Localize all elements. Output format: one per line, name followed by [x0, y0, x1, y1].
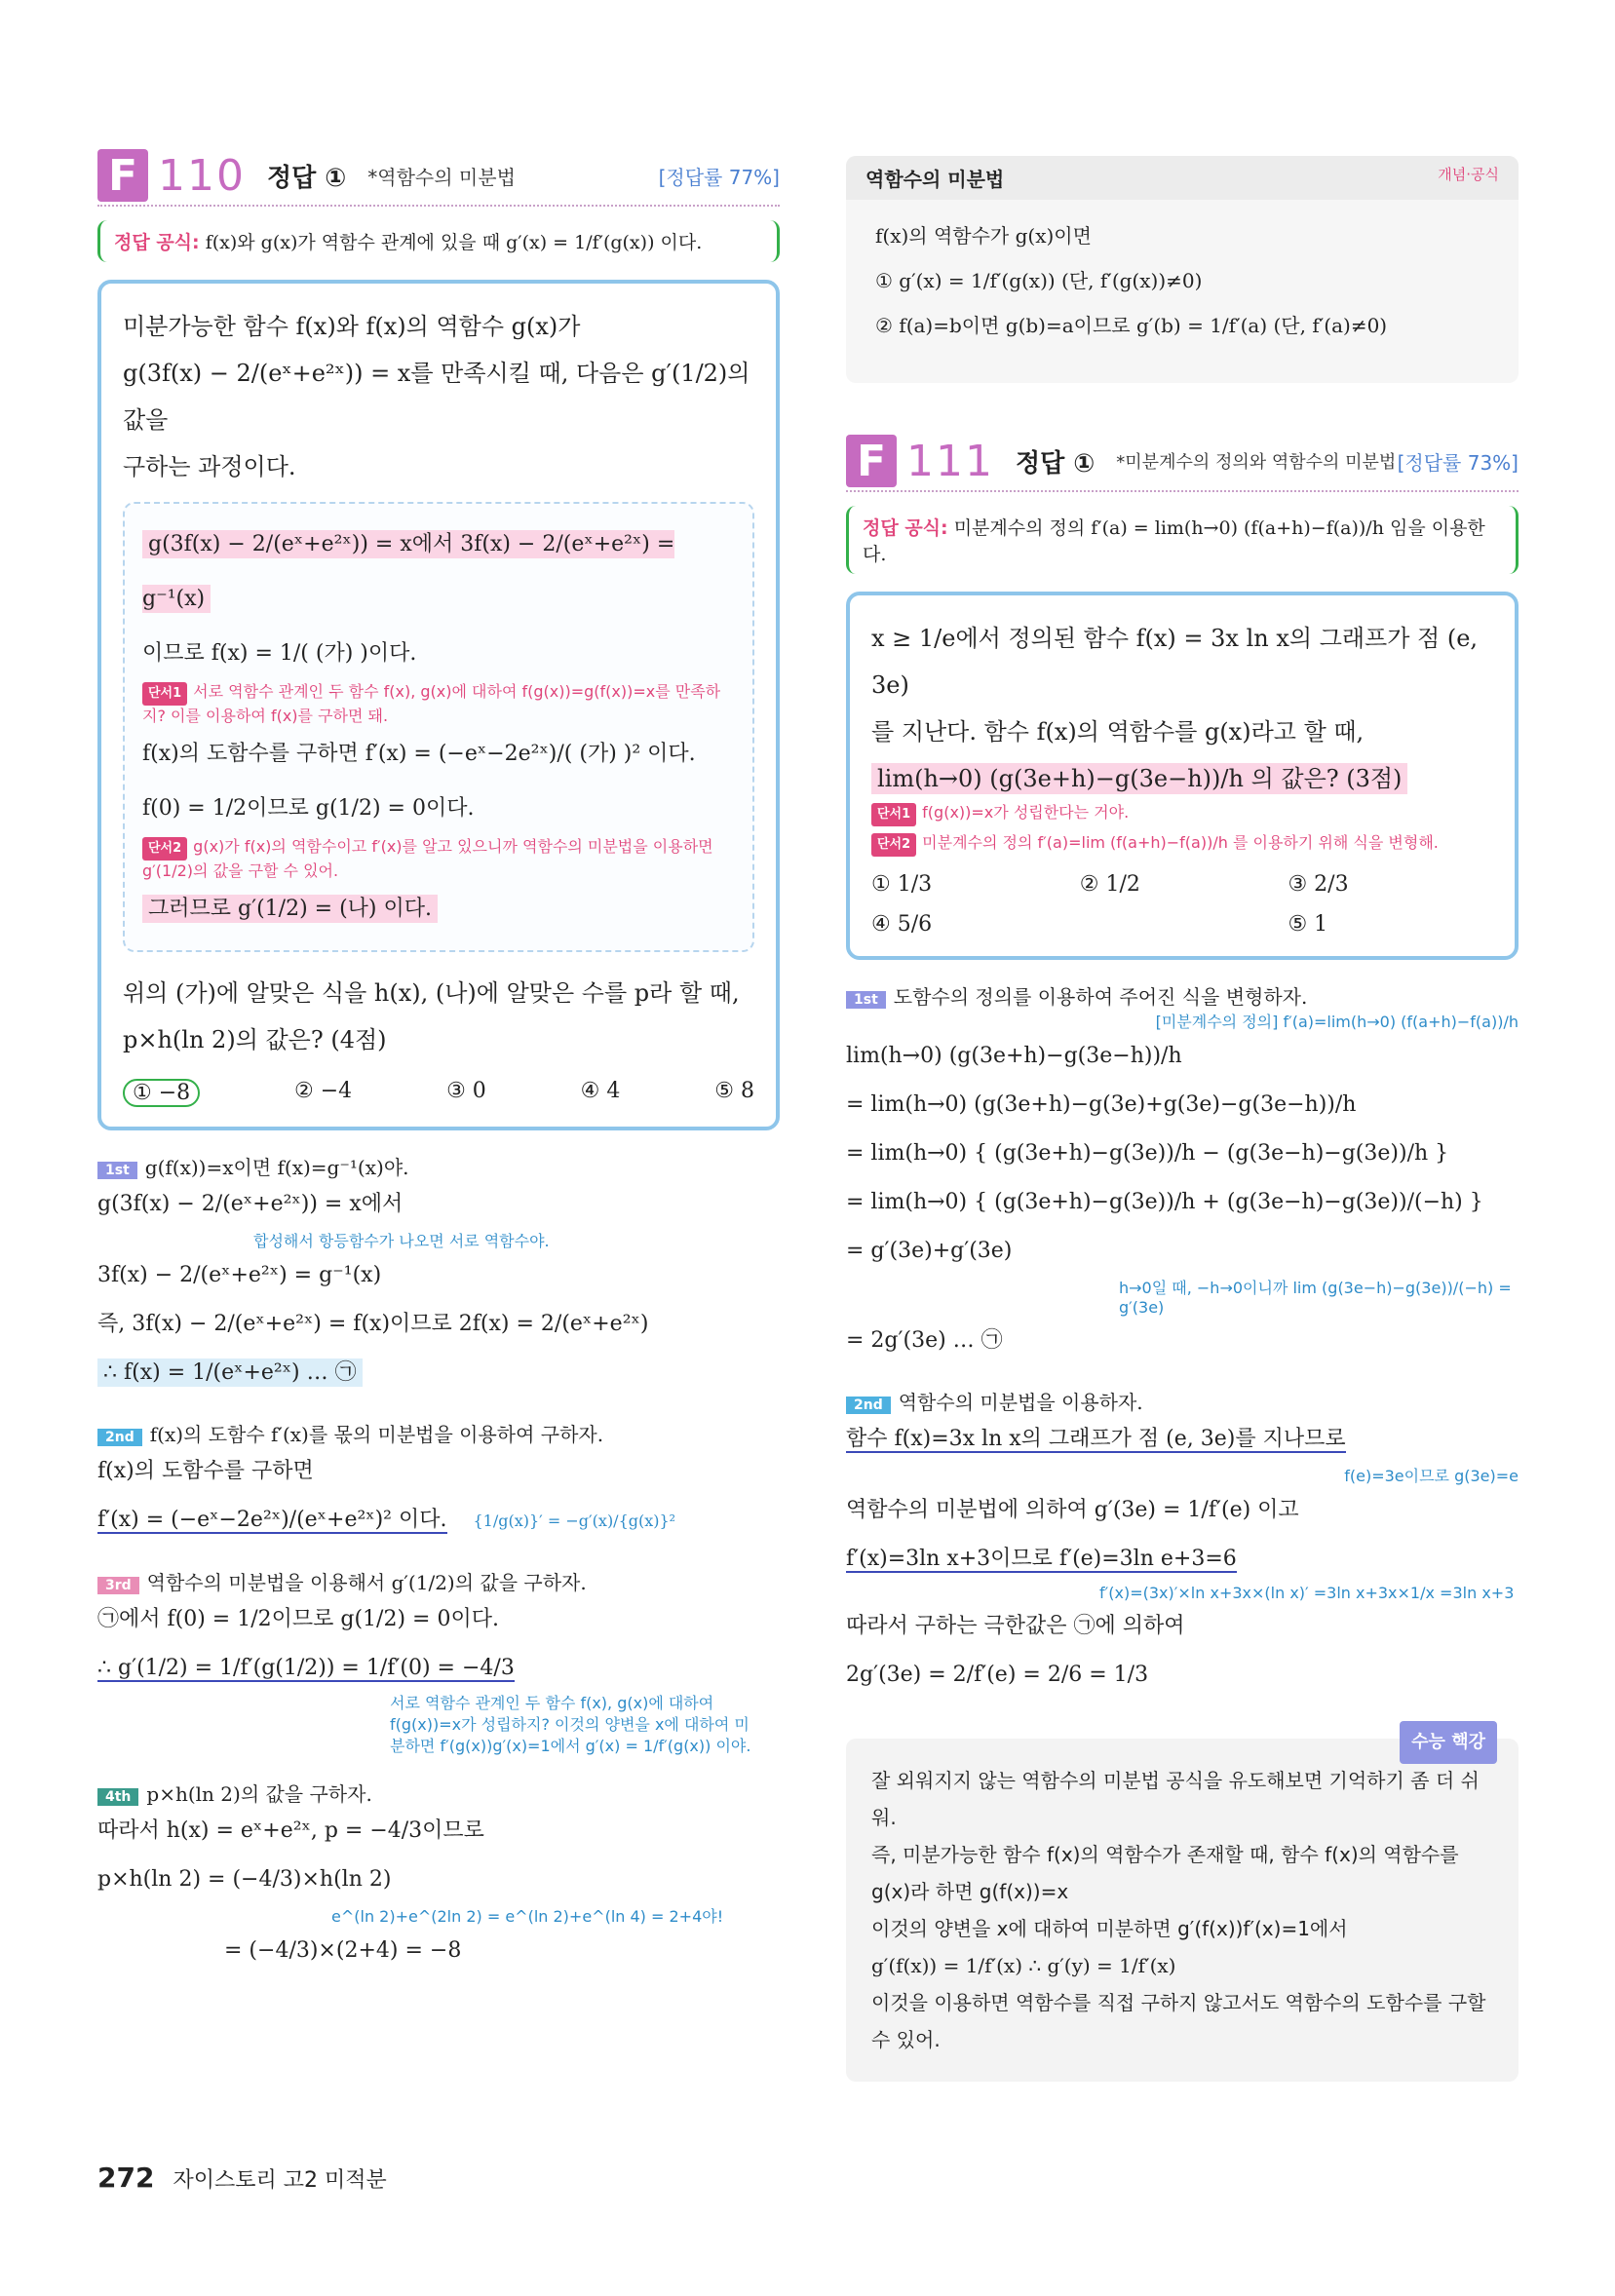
solution-line: 즉, 3f(x) − 2/(eˣ+e²ˣ) = f(x)이므로 2f(x) = 2/(eˣ+e²ˣ) — [97, 1312, 649, 1336]
side-note: {1/g(x)}′ = −g′(x)/{g(x)}² — [473, 1512, 676, 1530]
solution-line: = g′(3e)+g′(3e) — [846, 1239, 1013, 1263]
answer-label: 정답 ① — [1015, 448, 1096, 478]
concept-line: ① g′(x) = 1/f′(g(x)) (단, f′(g(x))≠0) — [875, 269, 1203, 292]
exam-tip-line: 즉, 미분가능한 함수 f(x)의 역함수가 존재할 때, 함수 f(x)의 역함수를 — [871, 1843, 1459, 1866]
solution-step-1 — [846, 981, 1519, 1010]
problem-110-header — [97, 146, 780, 207]
step-title: 역함수의 미분법을 이용하자. — [898, 1391, 1143, 1414]
choice-4[interactable]: ④ 4 — [580, 1079, 621, 1103]
question-line — [871, 755, 1493, 802]
left-column — [97, 146, 780, 1975]
clue-note — [142, 836, 735, 882]
answer-choices — [871, 872, 1493, 937]
process-row-text: 그러므로 g′(1/2) = (나) 이다. — [142, 895, 438, 923]
side-note: 합성해서 항등함수가 나오면 서로 역함수야. — [253, 1232, 550, 1250]
clue-text: 미분계수의 정의 f′(a)=lim (f(a+h)−f(a))/h 를 이용하기 위해 식을 변형해. — [922, 833, 1439, 852]
solution-step-2 — [846, 1387, 1519, 1415]
choice-1[interactable]: ① 1/3 — [871, 872, 933, 897]
page-number: 272 — [97, 2162, 155, 2194]
solution-line-text: f′(x)=3ln x+3이므로 f′(e)=3ln e+3=6 — [846, 1547, 1237, 1571]
concept-title: 역함수의 미분법 — [865, 168, 1005, 191]
step-title: 도함수의 정의를 이용하여 주어진 식을 변형하자. — [893, 985, 1308, 1009]
process-row: f(0) = 1/2이므로 g(1/2) = 0이다. — [142, 796, 475, 821]
solution-line: f(x)의 도함수를 구하면 — [97, 1459, 314, 1483]
question-ask: 위의 (가)에 알맞은 식을 h(x), (나)에 알맞은 수를 p라 할 때, — [123, 979, 740, 1007]
choice-5[interactable]: ⑤ 8 — [714, 1079, 754, 1103]
solution-line-text: ∴ g′(1/2) = 1/f′(g(1/2)) = 1/f′(0) = −4/3 — [97, 1656, 515, 1680]
question-line-text: 를 지난다. 함수 f(x)의 역함수를 g(x)라고 할 때, — [871, 718, 1365, 746]
solution-line: 따라서 구하는 극한값은 ㉠에 의하여 — [846, 1614, 1185, 1638]
section-badge: F — [97, 149, 148, 202]
question-box — [97, 280, 780, 1130]
concept-box — [846, 156, 1519, 383]
step-badge: 4th — [97, 1788, 138, 1806]
process-row: 이므로 f(x) = 1/( (가) )이다. — [142, 641, 417, 666]
question-line: 구하는 과정이다. — [123, 453, 296, 480]
solution-line: = lim(h→0) { (g(3e+h)−g(3e))/h + (g(3e−h)−g(3e))/(−h) } — [846, 1190, 1483, 1214]
answer-choices — [123, 1079, 754, 1107]
solution-line-text: f′(x) = (−eˣ−2e²ˣ)/(eˣ+e²ˣ)² 이다. — [97, 1508, 447, 1532]
concept-sub: 개념·공식 — [1438, 166, 1499, 183]
solution-line: p×h(ln 2) = (−4/3)×h(ln 2) — [97, 1867, 392, 1892]
answer-formula — [97, 220, 780, 262]
exam-tip-line: 수 있어. — [871, 2028, 941, 2051]
concept-line: f(x)의 역함수가 g(x)이면 — [875, 224, 1092, 248]
concept-line: ② f(a)=b이면 g(b)=a이므로 g′(b) = 1/f′(a) (단, f′(a)≠0) — [875, 314, 1388, 337]
clue-text: f(g(x))=x가 성립한다는 거야. — [922, 803, 1130, 822]
answer-formula — [846, 506, 1519, 574]
side-note: 서로 역함수 관계인 두 함수 f(x), g(x)에 대하여 f(g(x))=x가 성립하지? 이것의 양변을 x에 대하여 미분하면 f′(g(x))g′(x)=1에서 g′(x) = 1/f′(g(x)) 이야. — [390, 1694, 751, 1755]
question-box — [846, 592, 1519, 960]
question-line: 미분가능한 함수 f(x)와 f(x)의 역함수 g(x)가 — [123, 313, 581, 340]
step-badge: 1st — [846, 991, 886, 1009]
correct-rate: [정답률 77%] — [658, 165, 780, 189]
exam-tip-tag: 수능 핵강 — [1400, 1721, 1497, 1764]
problem-111-header — [846, 432, 1519, 492]
solution-line: = 2g′(3e) … ㉠ — [846, 1328, 1003, 1353]
formula-label: 정답 공식: — [863, 517, 948, 539]
solution-step-3 — [97, 1567, 780, 1595]
solution-line: 따라서 h(x) = eˣ+e²ˣ, p = −4/3이므로 — [97, 1818, 484, 1843]
side-note: [미분계수의 정의] f′(a)=lim(h→0) (f(a+h)−f(a))/h — [1155, 1013, 1519, 1031]
choice-1[interactable]: ① −8 — [123, 1079, 200, 1107]
solution-line: 역함수의 미분법에 의하여 g′(3e) = 1/f′(e) 이고 — [846, 1498, 1299, 1522]
solution-line — [97, 1496, 780, 1546]
question-line-text: lim(h→0) (g(3e+h)−g(3e−h))/h 의 값은? (3점) — [871, 763, 1407, 794]
exam-tip-line: 이것을 이용하면 역함수를 직접 구하지 않고서도 역함수의 도함수를 구할 — [871, 1991, 1486, 2014]
question-line: x ≥ 1/e에서 정의된 함수 f(x) = 3x ln x의 그래프가 점 (e, 3e) — [871, 625, 1479, 699]
solution-step-2 — [97, 1419, 780, 1447]
clue-tag: 단서2 — [871, 833, 916, 857]
clue-tag: 단서1 — [871, 803, 916, 826]
right-column — [846, 156, 1519, 2082]
proof-process-box — [123, 502, 754, 952]
solution-line — [846, 1415, 1519, 1464]
solution-line: 2g′(3e) = 2/f′(e) = 2/6 = 1/3 — [846, 1663, 1149, 1687]
solution-step-4 — [97, 1779, 780, 1807]
formula-label: 정답 공식: — [114, 232, 200, 253]
solution-line: lim(h→0) (g(3e+h)−g(3e−h))/h — [846, 1044, 1182, 1068]
topic-text: *역함수의 미분법 — [367, 165, 516, 189]
clue-note — [142, 681, 735, 727]
topic — [367, 162, 658, 190]
side-note: h→0일 때, −h→0이니까 lim (g(3e−h)−g(3e))/(−h) = g′(3e) — [1119, 1279, 1512, 1317]
solution-line: ㉠에서 f(0) = 1/2이므로 g(1/2) = 0이다. — [97, 1607, 499, 1631]
formula-text: f(x)와 g(x)가 역함수 관계에 있을 때 g′(x) = 1/f′(g(x)) 이다. — [205, 232, 703, 253]
clue-tag: 단서1 — [142, 682, 187, 706]
correct-rate: [정답률 73%] — [1397, 450, 1519, 475]
topic: *미분계수의 정의와 역함수의 미분법 — [1116, 452, 1397, 473]
exam-tip-line: 잘 외워지지 않는 역함수의 미분법 공식을 유도해보면 기억하기 좀 더 쉬워. — [871, 1769, 1480, 1829]
solution-line — [97, 1644, 780, 1693]
process-row — [142, 517, 735, 627]
page-footer — [97, 2162, 387, 2194]
solution-line — [846, 1535, 1519, 1584]
problem-number: 111 — [906, 436, 994, 486]
choice-2[interactable]: ② −4 — [294, 1079, 353, 1103]
clue-note — [871, 832, 1493, 857]
solution-line: = lim(h→0) { (g(3e+h)−g(3e))/h − (g(3e−h)−g(3e))/h } — [846, 1141, 1449, 1166]
section-badge: F — [846, 435, 897, 487]
step-title: p×h(ln 2)의 값을 구하자. — [146, 1782, 372, 1806]
side-note: e^(ln 2)+e^(2ln 2) = e^(ln 2)+e^(ln 4) = 2+4야! — [331, 1907, 724, 1926]
process-row: f(x)의 도함수를 구하면 f′(x) = (−eˣ−2e²ˣ)/( (가) )² 이다. — [142, 742, 696, 766]
solution-step-1 — [97, 1152, 780, 1180]
question-ask: p×h(ln 2)의 값은? (4점) — [123, 1026, 387, 1053]
step-title: g(f(x))=x이면 f(x)=g⁻¹(x)야. — [144, 1156, 409, 1179]
solution-line: g(3f(x) − 2/(eˣ+e²ˣ)) = x에서 — [97, 1192, 404, 1216]
solution-line-text: ∴ f(x) = 1/(eˣ+e²ˣ) … ㉠ — [97, 1358, 363, 1387]
step-badge: 2nd — [97, 1429, 142, 1446]
concept-body — [846, 200, 1519, 362]
step-badge: 1st — [97, 1162, 137, 1179]
exam-tip-line: g(x)라 하면 g(f(x))=x — [871, 1880, 1069, 1903]
clue-tag: 단서2 — [142, 837, 187, 861]
question-line — [871, 708, 1493, 755]
step-title: f(x)의 도함수 f′(x)를 몫의 미분법을 이용하여 구하자. — [149, 1423, 604, 1446]
solution-line: = (−4/3)×(2+4) = −8 — [224, 1938, 462, 1963]
step-badge: 2nd — [846, 1397, 891, 1414]
solution-line — [97, 1349, 780, 1397]
side-note: f(e)=3e이므로 g(3e)=e — [1344, 1467, 1519, 1485]
formula-text: 미분계수의 정의 f′(a) = lim(h→0) (f(a+h)−f(a))/h 임을 이용한다. — [863, 517, 1485, 565]
clue-text: 서로 역함수 관계인 두 함수 f(x), g(x)에 대하여 f(g(x))=g(f(x))=x를 만족하지? 이를 이용하여 f(x)를 구하면 돼. — [142, 682, 721, 725]
clue-note — [871, 802, 1493, 826]
process-row — [142, 882, 735, 937]
concept-header — [846, 156, 1519, 200]
answer-label: 정답 ① — [266, 163, 347, 193]
choice-3[interactable]: ③ 0 — [446, 1079, 486, 1103]
clue-text: g(x)가 f(x)의 역함수이고 f′(x)를 알고 있으니까 역함수의 미분법을 이용하면 g′(1/2)의 값을 구할 수 있어. — [142, 837, 713, 880]
step-title: 역함수의 미분법을 이용해서 g′(1/2)의 값을 구하자. — [146, 1571, 587, 1594]
exam-tip-line: g′(f(x)) = 1/f′(x) ∴ g′(y) = 1/f′(x) — [871, 1954, 1176, 1977]
side-note: f′(x)=(3x)′×ln x+3x×(ln x)′ =3ln x+3x×1/x =3ln x+3 — [1099, 1584, 1515, 1602]
step-badge: 3rd — [97, 1577, 139, 1594]
solution-line-text: 함수 f(x)=3x ln x의 그래프가 점 (e, 3e)를 지나므로 — [846, 1427, 1346, 1451]
process-row-text: g(3f(x) − 2/(eˣ+e²ˣ)) = x에서 3f(x) − 2/(eˣ+e²ˣ) = g⁻¹(x) — [142, 532, 675, 611]
choice-2[interactable]: ② 1/2 — [1079, 872, 1140, 897]
book-title: 자이스토리 고2 미적분 — [173, 2168, 387, 2193]
choice-5[interactable]: ⑤ 1 — [1288, 912, 1328, 937]
problem-number: 110 — [158, 150, 246, 201]
question-line: g(3f(x) − 2/(eˣ+e²ˣ)) = x를 만족시킬 때, 다음은 g′(1/2)의 값을 — [123, 360, 750, 434]
solution-line: = lim(h→0) (g(3e+h)−g(3e)+g(3e)−g(3e−h))/h — [846, 1092, 1357, 1117]
choice-3[interactable]: ③ 2/3 — [1288, 872, 1349, 897]
choice-4[interactable]: ④ 5/6 — [871, 912, 933, 937]
exam-tip-box — [846, 1732, 1519, 2082]
exam-tip-line: 이것의 양변을 x에 대하여 미분하면 g′(f(x))f′(x)=1에서 — [871, 1917, 1348, 1940]
solution-line: 3f(x) − 2/(eˣ+e²ˣ) = g⁻¹(x) — [97, 1263, 382, 1287]
